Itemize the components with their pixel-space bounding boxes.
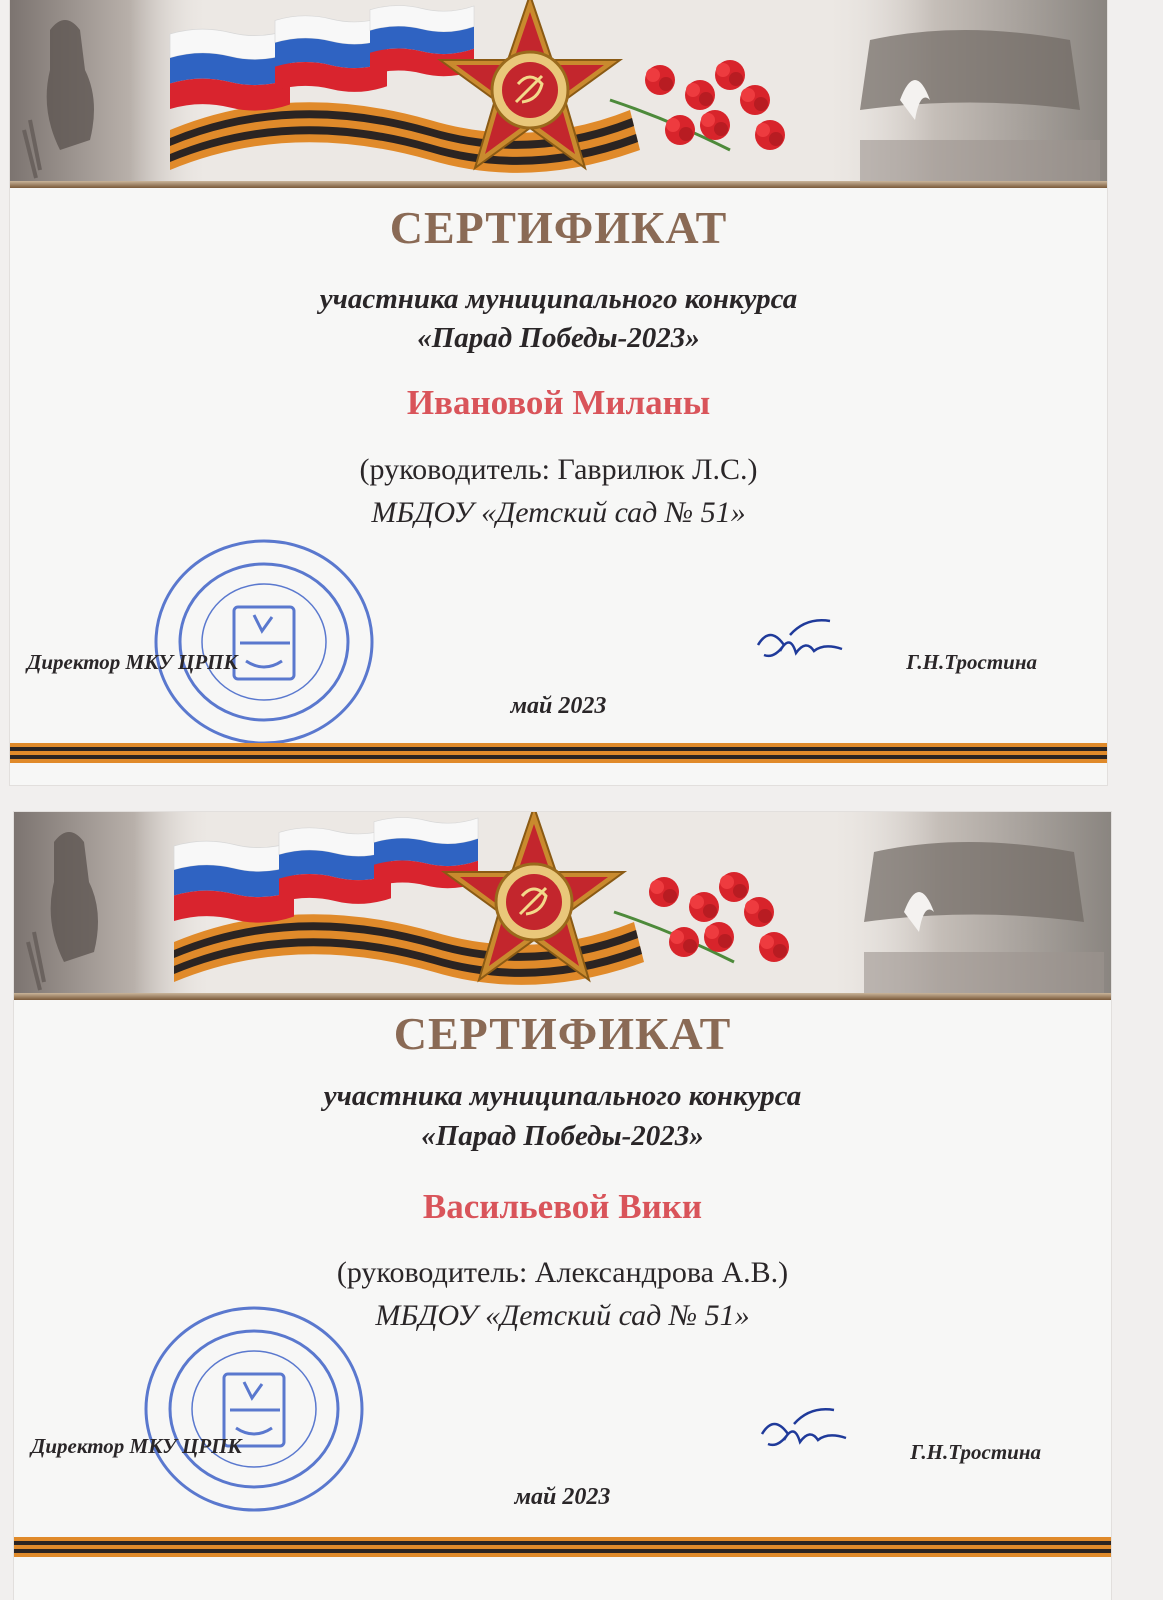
subtitle-line-2: «Парад Победы-2023» — [417, 322, 700, 354]
subtitle-line-1: участника муниципального конкурса — [319, 283, 798, 315]
recipient-name: Васильевой Вики — [422, 1187, 703, 1226]
certificate-1 — [10, 0, 1107, 785]
signature-icon — [750, 615, 850, 677]
leader-line: (руководитель: Гаврилюк Л.С.) — [359, 453, 758, 486]
bottom-ribbon — [14, 1537, 1111, 1559]
bottom-ribbon — [10, 743, 1107, 765]
certificate-title: СЕРТИФИКАТ — [389, 202, 728, 253]
banner — [14, 812, 1111, 1002]
banner-divider — [14, 993, 1111, 1000]
certificate-title: СЕРТИФИКАТ — [393, 1008, 732, 1059]
eternal-flame-memorial-icon — [820, 0, 1107, 182]
leader-line: (руководитель: Александрова А.В.) — [336, 1256, 789, 1289]
certificate-date: май 2023 — [514, 1484, 611, 1510]
recipient-name: Ивановой Миланы — [406, 383, 711, 422]
banner — [10, 0, 1107, 190]
subtitle-line-1: участника муниципального конкурса — [323, 1080, 802, 1112]
certificate-date: май 2023 — [510, 693, 607, 719]
signer-name: Г.Н.Тростина — [910, 1440, 1041, 1464]
subtitle-line-2: «Парад Победы-2023» — [421, 1120, 704, 1152]
banner-divider — [10, 181, 1107, 188]
school-line: МБДОУ «Детский сад № 51» — [375, 1299, 750, 1332]
signer-role: Директор МКУ ЦРПК — [31, 1434, 242, 1458]
eternal-flame-memorial-icon — [824, 812, 1111, 994]
school-line: МБДОУ «Детский сад № 51» — [371, 496, 746, 529]
certificate-2 — [14, 812, 1111, 1600]
signer-name: Г.Н.Тростина — [906, 650, 1037, 674]
signature-icon — [754, 1404, 854, 1466]
signer-role: Директор МКУ ЦРПК — [27, 650, 238, 674]
